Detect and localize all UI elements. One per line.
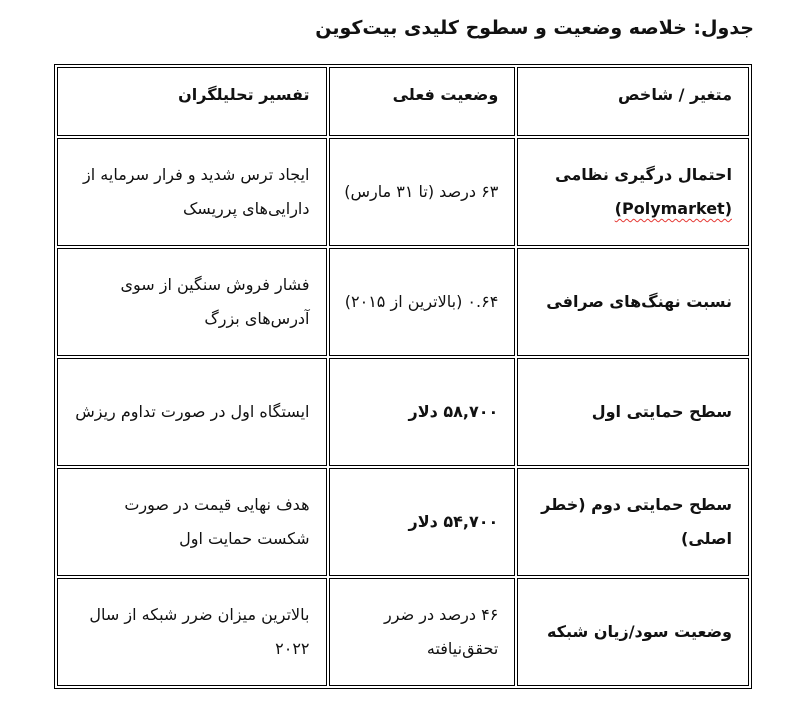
cell-variable: نسبت نهنگ‌های صرافی [517, 248, 749, 356]
cell-interpretation: هدف نهایی قیمت در صورت شکست حمایت اول [57, 468, 327, 576]
table-row [57, 138, 749, 246]
cell-status: ۶۳ درصد (تا ۳۱ مارس) [329, 138, 516, 246]
table-row [57, 578, 749, 686]
variable-text: احتمال درگیری نظامی [555, 165, 732, 184]
cell-variable: وضعیت سود/زیان شبکه [517, 578, 749, 686]
cell-interpretation: ایجاد ترس شدید و فرار سرمایه از دارایی‌های پرریسک [57, 138, 327, 246]
cell-interpretation: فشار فروش سنگین از سوی آدرس‌های بزرگ [57, 248, 327, 356]
table-row [57, 248, 749, 356]
table-row [57, 468, 749, 576]
cell-interpretation: ایستگاه اول در صورت تداوم ریزش [57, 358, 327, 466]
cell-variable: سطح حمایتی دوم (خطر اصلی) [517, 468, 749, 576]
header-status: وضعیت فعلی [329, 67, 516, 136]
variable-suffix-misspelled[interactable]: (Polymarket) [614, 199, 732, 218]
table-row [57, 358, 749, 466]
bitcoin-summary-table [54, 64, 752, 689]
cell-variable [517, 138, 749, 246]
table-header-row [57, 67, 749, 136]
table-caption: جدول: خلاصه وضعیت و سطوح کلیدی بیت‌کوین [315, 17, 754, 39]
cell-status: ۰.۶۴ (بالاترین از ۲۰۱۵) [329, 248, 516, 356]
cell-status: ۵۴,۷۰۰ دلار [329, 468, 516, 576]
cell-status: ۴۶ درصد در ضرر تحقق‌نیافته [329, 578, 516, 686]
cell-interpretation: بالاترین میزان ضرر شبکه از سال ۲۰۲۲ [57, 578, 327, 686]
header-interpretation: تفسیر تحلیلگران [57, 67, 327, 136]
cell-variable: سطح حمایتی اول [517, 358, 749, 466]
header-variable: متغیر / شاخص [517, 67, 749, 136]
cell-status: ۵۸,۷۰۰ دلار [329, 358, 516, 466]
